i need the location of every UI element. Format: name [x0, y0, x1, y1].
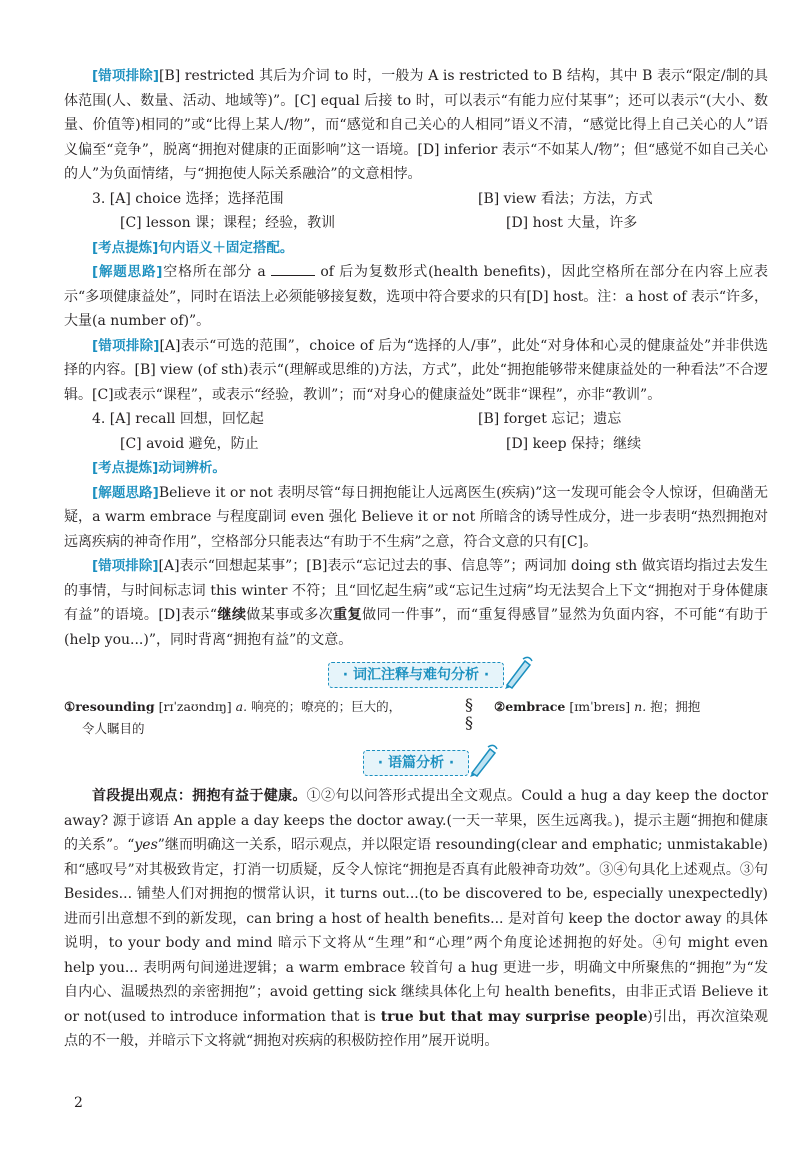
label-error-exclusion: [错项排除]: [92, 68, 160, 84]
divider-icon: § §: [465, 695, 473, 732]
error-analysis-q2: [错项排除][B] restricted 其后为介词 to 时，一般为 A is restricted to B 结构，其中 B 表示“限定/制的具体范围(人、数量、活动、地域等)”。[C] equal 后接 to 时，可以表示“有能力应付某事”；还可以表示“(大小、数量、价值等)相同的”或“比得上某人/物”，而“感觉和自己关心的人相同”语义不清，“感觉比得上自己关心的人”语义偏至“竞争”，脱离“拥抱对健康的正面影响”这一语境。[D] inferior 表示“不如某人/物”；但“感觉不如自己关心的人”为负面情绪，与“拥抱使人际关系融洽”的文意相悖。: [64, 68, 768, 182]
banner-title: · 语篇分析 ·: [377, 755, 455, 771]
discourse-analysis: 首段提出观点：拥抱有益于健康。①②句以问答形式提出全文观点。Could a hug a day keep the doctor away? 源于谚语 An apple a day keeps the doctor away.(一天一苹果，医生远离我。)，提示主题“拥抱和健康的关系”。“yes”继而明确这一关系，昭示观点，并以限定语 resounding(clear and emphatic; unmistakable)和“感叹号”对其极致肯定，打消一切质疑，反令人惊诧“拥抱是否真有此般神奇功效”。③④句具化上述观点。③句 Besides... 铺垫人们对拥抱的惯常认识，it turns out...(to be discovered to be, especially unexpectedly)进而引出意想不到的新发现，can bring a host of health benefits... 是对首句 keep the doctor away 的具体说明，to your body and mind 暗示下文将从“生理”和“心理”两个角度论述拥抱的好处。④句 might even help you... 表明两句间递进逻辑；a warm embrace 较首句 a hug 更进一步，明确文中所聚焦的“拥抱”为“发自内心、温暖热烈的亲密拥抱”；avoid getting sick 继续具体化上句 health benefits，由非正式语 Believe it or not(used to introduce information that is true but that may surprise people)引出，再次渲染观点的不一般，并暗示下文将就“拥抱对疾病的积极防控作用”展开说明。: [64, 788, 769, 1049]
solution-q4: [解题思路]Believe it or not 表明尽管“每日拥抱能让人远离医生(疾病)”这一发现可能会令人惊讶，但确凿无疑，a warm embrace 与程度副词 even 强化 Believe it or not 所暗含的诱导性成分，进一步表明“热烈拥抱对远离疾病的神奇作用”，空格部分只能表达“有助于不生病”之意，符合文意的只有[C]。: [64, 484, 769, 550]
pen-icon: [503, 655, 533, 689]
option-c: [C] lesson 课；课程；经验，教训: [120, 215, 336, 231]
discourse-section-banner: [64, 746, 768, 780]
error-analysis-q3: [错项排除][A]表示“可选的范围”，choice of 后为“选择的人/事”，此处“对身体和心灵的健康益处”并非供选择的内容。[B] view (of sth)表示“(理解或思维的)方法，方式”，此处“拥抱能够带来健康益处的一种看法”不合逻辑。[C]或表示“课程”，或表示“经验，教训”；而“对身心的健康益处”既非“课程”，亦非“教训”。: [64, 337, 769, 403]
option-a: 4. [A] recall 回想，回忆起: [92, 411, 264, 427]
vocab-entry-1: ①resounding [rɪˈzaʊndɪŋ] a. 响亮的；嘹亮的；巨大的， 令人瞩目的: [64, 699, 402, 736]
pen-icon: [468, 743, 498, 777]
banner-title: · 词汇注释与难句分析 ·: [342, 667, 490, 683]
q3-options-row1: [64, 187, 768, 212]
error-analysis-q4: [错项排除][A]表示“回想起某事”；[B]表示“忘记过去的事、信息等”；两词加 doing sth 做宾语均指过去发生的事情，与时间标志词 this winter 不符；且“回忆起生病”或“忘记生过病”均无法契合上下文“拥抱对于身体健康有益”的语境。[D]表示“继续做某事或多次重复做同一件事”，而“重复得感冒”显然为负面内容，不可能“有助于(help you...)”，同时背离“拥抱有益”的文意。: [64, 558, 768, 648]
vocab-section-banner: [64, 658, 768, 692]
option-b: [B] forget 忘记；遗忘: [478, 411, 622, 427]
option-c: [C] avoid 避免，防止: [120, 435, 259, 452]
q4-options-row2: [64, 432, 768, 457]
q4-options-row1: [64, 407, 768, 432]
solution-q3: [解题思路]空格所在部分 a of 后为复数形式(health benefits)，因此空格所在部分在内容上应表示“多项健康益处”，同时在语法上必须能够接复数，选项中符合要求的只有[D] host。注：a host of 表示“许多，大量(a number of)”。: [64, 264, 769, 329]
option-d: [D] host 大量，许多: [506, 215, 638, 231]
key-point-q3: [考点提炼]句内语义＋固定搭配。: [92, 239, 294, 256]
page-content: [64, 64, 768, 1054]
q3-options-row2: [64, 211, 768, 236]
answer-blank: [271, 263, 315, 276]
key-point-q4: [考点提炼]动词辨析。: [92, 460, 226, 476]
option-d: [D] keep 保持；继续: [506, 435, 642, 452]
page-number: 2: [74, 1095, 83, 1111]
option-a: 3. [A] choice 选择；选择范围: [92, 190, 284, 207]
vocab-notes: [64, 696, 768, 740]
vocab-entry-2: ②embrace [ɪmˈbreɪs] n. 抱；拥抱: [494, 699, 701, 714]
option-b: [B] view 看法；方法，方式: [478, 190, 653, 207]
